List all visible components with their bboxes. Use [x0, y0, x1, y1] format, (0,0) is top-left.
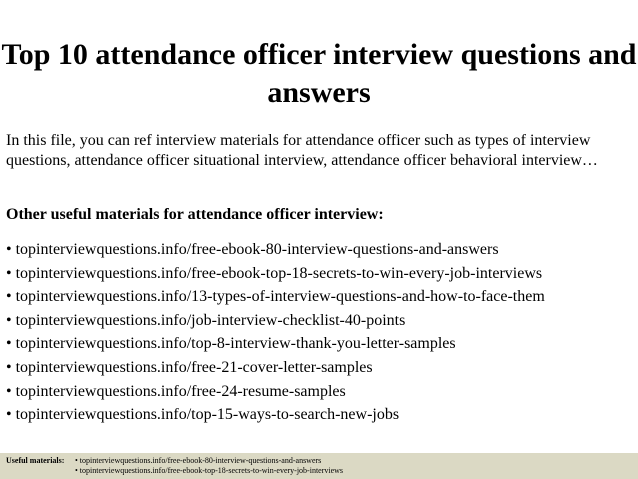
bullet-icon: •	[6, 335, 12, 353]
material-link[interactable]: topinterviewquestions.info/top-8-interview-thank-you-letter-samples	[15, 335, 456, 353]
bullet-icon: •	[6, 288, 12, 306]
material-link[interactable]: topinterviewquestions.info/free-ebook-80-interview-questions-and-answers	[15, 241, 499, 258]
footer-link[interactable]: • topinterviewquestions.info/free-ebook-top-18-secrets-to-win-every-job-interviews	[75, 466, 344, 475]
material-link[interactable]: topinterviewquestions.info/free-24-resume-samples	[15, 382, 346, 400]
list-item	[6, 332, 631, 356]
bullet-icon: •	[6, 358, 12, 376]
footer-link[interactable]: • topinterviewquestions.info/free-ebook-80-interview-questions-and-answers	[75, 456, 322, 465]
list-item	[6, 309, 631, 333]
material-link[interactable]: topinterviewquestions.info/free-ebook-top-18-secrets-to-win-every-job-interviews	[15, 264, 543, 282]
list-item	[6, 285, 631, 309]
page-title: Top 10 attendance officer interview questions and answers	[1, 38, 637, 109]
bullet-icon: •	[6, 264, 12, 282]
list-item	[6, 262, 631, 286]
bullet-icon: •	[6, 241, 12, 258]
list-item	[6, 380, 631, 404]
bullet-icon: •	[6, 406, 12, 424]
intro-paragraph: In this file, you can ref interview materials for attendance officer such as types of interview questions, attendance officer situational interview, attendance officer behavioral interview…	[6, 132, 598, 169]
material-link[interactable]: topinterviewquestions.info/job-interview-checklist-40-points	[15, 311, 406, 329]
materials-link-list	[6, 238, 631, 427]
footer-link-list	[75, 456, 343, 476]
list-item	[6, 238, 631, 262]
list-item	[6, 356, 631, 380]
footer-label: Useful materials:	[6, 456, 65, 465]
bullet-icon: •	[6, 382, 12, 400]
material-link[interactable]: topinterviewquestions.info/free-21-cover-letter-samples	[15, 358, 373, 376]
materials-heading: Other useful materials for attendance officer interview:	[6, 206, 384, 223]
footer-bar	[0, 453, 638, 479]
bullet-icon: •	[6, 311, 12, 329]
material-link[interactable]: topinterviewquestions.info/13-types-of-interview-questions-and-how-to-face-them	[15, 288, 545, 306]
list-item	[6, 403, 631, 427]
material-link[interactable]: topinterviewquestions.info/top-15-ways-to-search-new-jobs	[15, 406, 400, 424]
